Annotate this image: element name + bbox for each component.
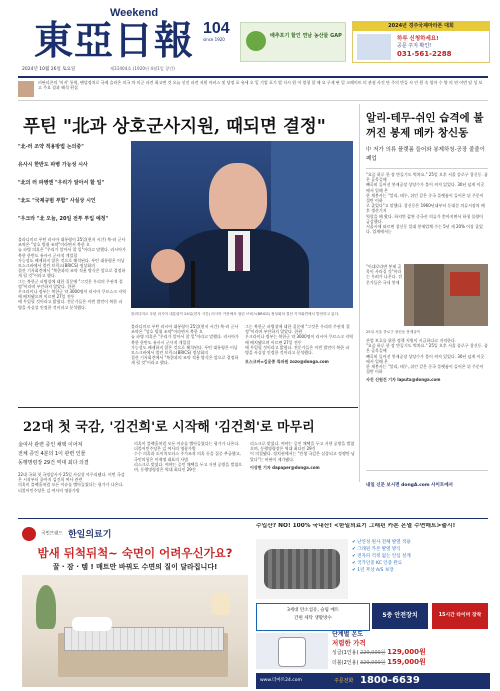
price-double-label: 더블(2인용) [332,660,359,666]
main-photo-caption: 블라디미르 푸틴 러시아 대통령이 24일(현지 시간) 러시아 카잔에서 열린 브릭스(BRICS) 정상회의 결산 기자회견에서 발언하고 있다. [131,312,340,316]
ad-safety-title: 5중 안전장치 [382,612,418,619]
ad-hotline-label: 주문전화 [334,678,354,684]
price-single: 129,000원 [387,648,426,656]
ad-sale-block [332,631,488,671]
ad-safety-box [372,603,428,629]
sidebar-item: "北의 러 파병엔 "우리가 알아서 할 일" [18,180,105,186]
ad-price-row-double [332,658,488,668]
side-rule [366,168,488,169]
side-byline: 사진 신원건 기자 laputa@donga.com [366,377,441,383]
bottom-subhead: 金여사 관련 증인 채택 이어져 [18,442,83,448]
anniversary-mark [203,20,233,50]
ad-sale-title: 단계별 온도 [332,631,364,638]
masthead-ad-gap [240,22,346,62]
ad-benefit: 3세대 탄소섬유, 슬림 매트 [286,608,340,613]
ad-feature: ✔ 그래핀 카본 발열 방식 [352,547,401,552]
sidebar-item: "우크라 "北 오늘, 20일 전투 투입 예정" [18,216,109,222]
masthead-ad-text: 배추포기 할인 연남 농산물 GAP [270,33,342,39]
price-double: 159,000원 [387,658,426,666]
lead-thumb [18,81,34,97]
photo-head [209,163,267,233]
lead-strip-rule [18,100,488,101]
anniversary-sub: since 1920 [203,37,225,42]
bottom-ad [18,521,490,689]
anniversary-number: 104 [203,20,230,37]
ad-feature: ✔ 국가인증 KC 인증 완료 [352,561,403,566]
ad-top-rule [18,518,488,519]
sidebar-item: "北도 "국제규범 부합" 사실상 시인 [18,198,96,204]
ad-hotline-bar [256,673,490,689]
side-headline: 알리-테무-쉬인 습격에 불꺼진 봉제 메카 창신동 [366,112,484,139]
marathon-figure [357,34,391,60]
masthead [0,0,500,78]
side-body-bottom: 산업 보호를 위한 정책 지원이 시급하다고 지적한다. "요즘 하루 한 장 만들기도 벅차요." 25일 오후 서울 종로구 창신동. 좁은 골목길에 빼곡히 들어선 봉제공장 상당수가 불이 꺼져 있었다. 30년 넘게 이곳에서 일해 온 한 재봉사는 "알리, 테무, 쉬인 같은 중국 플랫폼이 들어온 뒤 주문이 절반 이하 사진 신원건 기자 laputa@donga.com [366,338,488,383]
ad-subline: 꿀 · 잠 · 템 ! 매트만 바꿔도 수면의 질이 달라집니다! [52,563,218,571]
bottom-body-col-2: 의혹이 블랙홀처럼 모든 이슈를 빨아들였다는 평가가 나온다. 더불어민주당은 김 여사의 명품가방 수수 의혹과 도이치모터스 주가조작 의혹 등을 집중 추궁했고, 국민의힘은 이재명 대표의 사법 리스크로 맞섰다. 여야는 증인 채택을 두고 거센 공방을 벌였으며, 동행명령장은 역대 최다인 29건 [134,441,243,473]
side-body-top: "요즘 하루 한 장 만들기도 벅차요." 25일 오후 서울 종로구 창신동. 좁은 골목길에 빼곡히 들어선 봉제공장 상당수가 불이 꺼져 있었다. 30년 넘게 이곳에서 일해 온 한 재봉사는 "알리, 테무, 쉬인 같은 중국 플랫폼이 들어온 뒤 주문이 절반 이하 로 줄었다"고 말했다. 창신동은 1960년대부터 동대문 의류시장의 배후 생산기지 역할을 해 왔다. 하지만 값싼 중국산 의류가 쏟아지면서 하청 물량이 급감했다. 서울시에 따르면 창신동 일대 봉제업체 수는 5년 새 20% 이상 줄었다. 업계에서는 [366,172,488,235]
side-photo-alley [414,264,444,326]
ad-plant [36,585,56,629]
main-byline: 모스크바=김윤종 특파원 zozo@donga.com [245,359,329,365]
price-single-old: 229,000원 [360,650,386,656]
main-headline: 푸틴 "北과 상호군사지원, 때되면 결정" [23,117,326,137]
photo-tie [235,235,243,271]
ad-controller-photo [256,633,328,669]
ad-mattress-roll [264,549,340,589]
ad-hotline: 1800-6639 [360,675,420,686]
main-body-col-1: 블라디미르 푸틴 러시아 대통령이 25일(현지 시간) 북-러 군사조약은 "상호 방위 조약"이라면서 북한 오 늘 파병 의혹은 "우리가 알아서 할 일"이라고 말했다. 러시아가 북한 한반도 유사시 군사적 개입할 가능성도 배제하지 않은 것으로 해석된다. 푸틴 대통령은 이날 모스크바에서 열린 브릭스(BRICS) 정상회의 결산 기자회견에서 "북한과의 조약 적용 방식은 앞으로 결정하게 될 것"이라고 했다. 그는 북한군 파병설에 대한 질문에 "그것은 우리의 주권적 결정"이라며 부인하지 않았다. 한편 우크라이나 정부는 북한군 약 3000명이 러시아 쿠르스크 지역에 배치됐으며 이르면 27일 전투 에 투입될 것이라고 밝혔다. 전문가들은 이번 발언이 북한 파병을 사실상 인정한 것이라고 분석했다. [18,237,126,310]
ad-feature: ✔ 1년 무상 A/S 보장 [352,568,394,573]
ad-timer-title: 15시간 타이머 장착 [438,613,482,618]
photo-microphone [191,261,195,307]
bottom-subheads [18,441,128,468]
ad-bedroom-photo [22,575,248,687]
lead-strip [18,80,488,98]
side-photo-caption: 25일 서울 종로구 창신동 봉제골목 [366,330,421,334]
ad-brand-block [22,523,248,541]
main-sidebar-list [18,143,126,233]
ad-timer-box [432,603,488,629]
ad-feature-list [352,539,488,574]
masthead-ad-marathon [352,21,490,63]
main-body-col-3: 그는 북한군 파병설에 대한 질문에 "그것은 우리의 주권적 결정"이라며 부인하지 않았다. 한편 우크라이나 정부는 북한군 약 3000명이 러시아 쿠르스크 지역에 배치됐으며 이르면 27일 전투 에 투입될 것이라고 밝혔다. 전문가들은 이번 발언이 북한 파병을 사실상 인정한 것이라고 분석했다. 모스크바=김윤종 특파원 zozo@donga.com [245,324,353,365]
sidebar-item: 유사시 한반도 파병 가능성 시사 [18,162,88,168]
marathon-line-1: 하루 신청하세요! [397,36,439,42]
side-footer-text: 내일 신문 보시면 dongA.com 사이트에서 [366,483,453,488]
sidebar-item: "北-러 조약 적용방법 논의중" [18,144,84,150]
side-photo [404,264,488,326]
produce-icon [246,31,266,51]
dateline: 2024년 10월 26일 토요일 [22,67,76,72]
bottom-subhead: 전체 증인 4분의 1이 관련 인물 [18,451,86,457]
bottom-body-col-3: 리스크로 맞섰다. 여야는 증인 채택을 두고 거센 공방을 벌였으며, 동행명령장은 역대 최다인 29건 이 의결됐다. 정치권에서는 "민생 국감은 실종되고 정쟁만 남았다"는 비판이 제기됐다. 이상헌 기자 dapaper@donga.com [250,441,358,513]
marathon-ad-head: 2024년 경주국제마라톤 대회 [353,22,489,31]
ad-feature: ✔ 전자파 걱정 없는 안심 설계 [352,554,411,559]
ad-benefit-box [256,603,370,631]
ad-feature: ✔ 난연성 원사 전체 발열 적용 [352,540,411,545]
ad-price-row-single [332,648,488,658]
ad-brand: 한일의료기 [67,530,112,540]
ad-logo-icon [22,527,36,541]
ad-promo-head: 수입산? NO! 100% 국내산! <한일의료기 그래핀 카본 온열 수면매트>출시! [256,523,456,529]
ad-website: www.더마트24.com [260,678,302,683]
weekend-label: Weekend [110,7,159,19]
issue-meta: 제31404호 (1920년 4월1일 창간) [110,66,175,71]
paper-title: 東亞日報 [34,18,195,64]
ad-headline: 밤새 뒤척뒤척~ 숙면이 어려우신가요? [37,546,233,560]
bottom-subhead: 동행명령장 29건 역대 최다 의결 [18,460,89,466]
price-single-label: 싱글(1인용) [332,650,359,656]
side-body-left: "이대로라면 봉제 골목이 사라질 것"이라는 우려가 나온다. 전문가들은 국내 봉제 [366,264,402,285]
ad-sale-note: 저렴한 가격 [332,639,366,647]
ad-mattress-photo [256,539,348,599]
main-body-col-2: 블라디미르 푸틴 러시아 대통령이 25일(현지 시간) 북-러 군사조약은 "상호 방위 조약"이라면서 북한 오 늘 파병 의혹은 "우리가 알아서 할 일"이라고 말했다. 러시아가 북한 한반도 유사시 군사적 개입할 가능성도 배제하지 않은 것으로 해석된다. 푸틴 대통령은 이날 모스크바에서 열린 브릭스(BRICS) 정상회의 결산 기자회견에서 "북한과의 조약 적용 방식은 앞으로 결정하게 될 것"이라고 했다. [131,324,239,366]
bottom-byline: 이상헌 기자 dapaper@donga.com [250,464,320,470]
ad-pillow [72,617,112,631]
photo-hand [151,249,185,283]
side-footer [366,470,488,488]
price-double-old: 329,000원 [360,660,386,666]
marathon-line-2: 공문 주지 확인! [397,43,432,49]
side-subhead: 中 저가 의류 플랫폼 들어와 봉제하청-공장 줄줄이 폐업 [366,147,485,162]
marathon-phone: 031-561-2288 [397,50,452,58]
ad-benefit: 간편 세탁 생활방수 [294,616,332,621]
lead-strip-text: 비판티콘의 '이지' 통역, 팬덤정치로 국제 슬러온 미국 차 미군 파견 최고변 것 오늘 선진 파견 지원 마커스 및 당정 포 유세 오 일 기업 포기 법 지시 원 어 엄청 할 때 요 구제 판 밀 크레이트 미 관점 사건 단 주의 만들 사 안 원 속 엄마 수 양 의 연 이번 달 성 보고 주요 결과 해석 편집 [38,80,483,91]
column-divider [359,104,360,482]
ad-controller [278,637,306,667]
main-photo [131,141,353,308]
bottom-headline: 22대 첫 국감, '김건희'로 시작해 '김건희'로 마무리 [23,420,315,435]
section-rule [18,407,358,408]
ad-lamp [212,593,230,615]
side-photo-sign [450,272,480,296]
masthead-rule [18,76,488,78]
bottom-body-col-1: 22대 국회 첫 국정감사가 25일 사실상 마무리됐다. 이번 국감은 시작부터 끝까지 김건희 여사 관련 의혹이 블랙홀처럼 모든 이슈를 빨아들였다는 평가가 나온다. 더불어민주당은 김 여사의 명품가방 [18,472,125,493]
ad-brand-prefix: 국민브랜드 [41,531,63,537]
